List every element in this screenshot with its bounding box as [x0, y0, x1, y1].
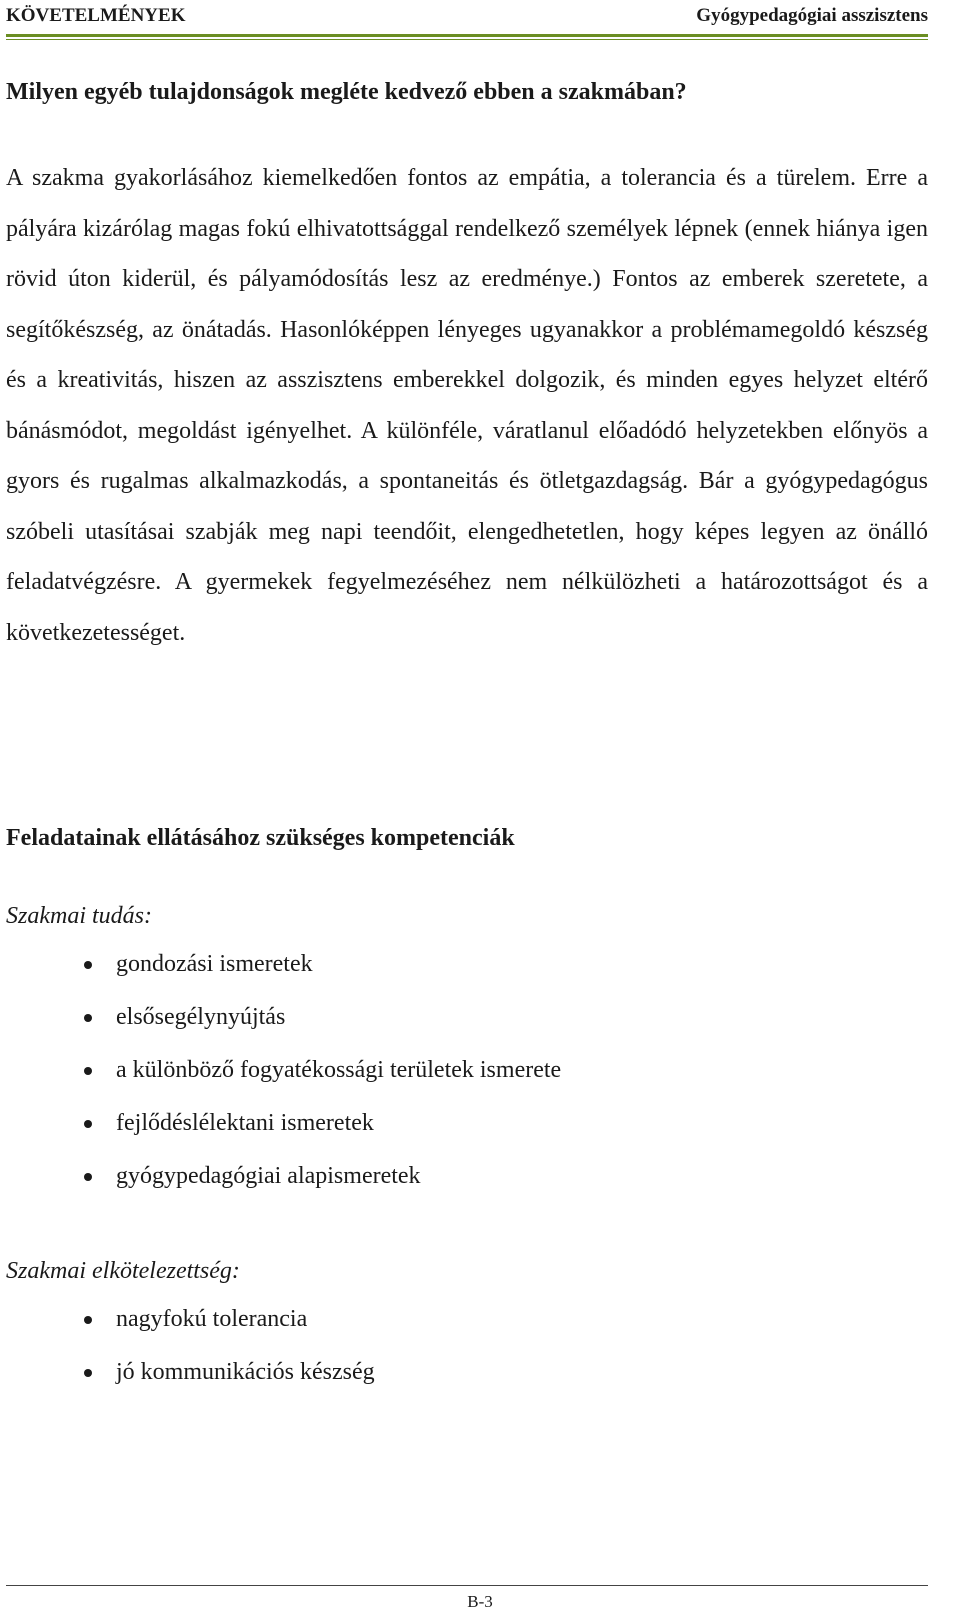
body-paragraph: A szakma gyakorlásához kiemelkedően fontos az empátia, a tolerancia és a türelem. Erre a pályára kizárólag magas fokú elhivatottsággal rendelkező személyek lépnek (ennek hiánya igen rövid úton kiderül, és pályamódosítás lesz az eredménye.) Fontos az emberek szeretete, a segítőkészség, az önátadás. Hasonlóképpen lényeges ugyanakkor a problémamegoldó készség és a kreativitás, hiszen az asszisztens emberekkel dolgozik, és minden egyes helyzet eltérő bánásmódot, megoldást igényelhet. A különféle, váratlanul előadódó helyzetekben előnyös a gyors és rugalmas alkalmazkodás, a spontaneitás és ötletgazdagság. Bár a gyógypedagógus szóbeli utasításai szabják meg napi teendőit, elengedhetetlen, hogy képes legyen az önálló feladatvégzésre. A gyermekek fegyelmezéséhez nem nélkülözheti a határozottságot és a következetességet.: [6, 165, 928, 646]
bullet-icon: [84, 1173, 92, 1181]
commitment-subheading: Szakmai elkötelezettség:: [6, 1258, 240, 1284]
header-rule-thick: [6, 34, 928, 37]
list-item-text: nagyfokú tolerancia: [116, 1306, 308, 1332]
list-item-text: elsősegélynyújtás: [116, 1004, 286, 1030]
list-item-text: jó kommunikációs készség: [116, 1359, 375, 1385]
list-item: [78, 1044, 928, 1097]
bullet-icon: [84, 1120, 92, 1128]
list-item: [78, 938, 928, 991]
page-header: [6, 0, 928, 36]
list-item-text: a különböző fogyatékossági területek ismerete: [116, 1057, 562, 1083]
competencies-heading: Feladatainak ellátásához szükséges kompetenciák: [6, 825, 515, 851]
bullet-icon: [84, 961, 92, 969]
footer-rule: [6, 1585, 928, 1586]
list-item: [78, 1097, 928, 1150]
header-section-title: KÖVETELMÉNYEK: [6, 5, 186, 26]
knowledge-subheading: Szakmai tudás:: [6, 903, 152, 929]
commitment-list: [78, 1293, 928, 1399]
list-item: [78, 1293, 928, 1346]
knowledge-list: [78, 938, 928, 1203]
list-item-text: gondozási ismeretek: [116, 951, 313, 977]
bullet-icon: [84, 1014, 92, 1022]
page-number: B-3: [467, 1592, 493, 1611]
list-item: [78, 1150, 928, 1203]
list-item-text: gyógypedagógiai alapismeretek: [116, 1163, 421, 1189]
list-item-text: fejlődéslélektani ismeretek: [116, 1110, 374, 1136]
list-item: [78, 1346, 928, 1399]
header-rule-thin: [6, 39, 928, 40]
list-item: [78, 991, 928, 1044]
question-heading: Milyen egyéb tulajdonságok megléte kedvező ebben a szakmában?: [6, 79, 687, 105]
header-document-title: Gyógypedagógiai asszisztens: [696, 5, 928, 26]
bullet-icon: [84, 1316, 92, 1324]
bullet-icon: [84, 1369, 92, 1377]
bullet-icon: [84, 1067, 92, 1075]
